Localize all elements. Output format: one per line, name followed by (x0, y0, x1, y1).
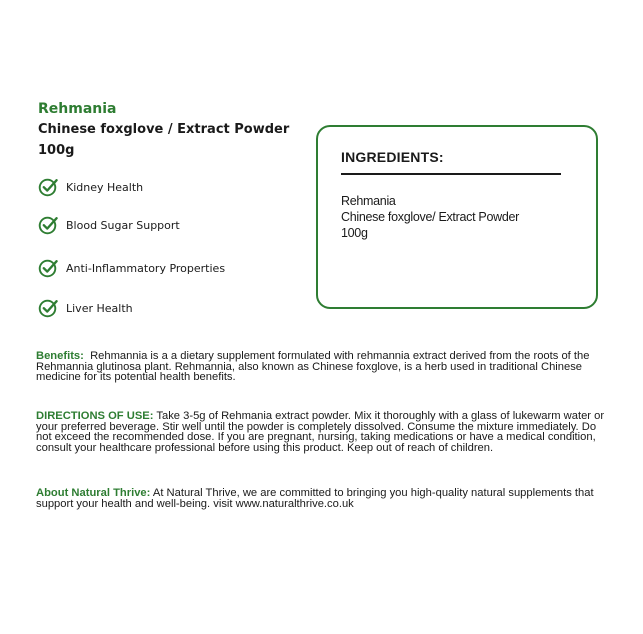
ingredients-list (341, 193, 519, 241)
feature-item (38, 297, 133, 319)
feature-item (38, 214, 180, 236)
ingredient-line: 100g (341, 226, 368, 240)
feature-label: Liver Health (66, 301, 133, 315)
check-circle-icon (38, 258, 58, 278)
feature-label: Anti-Inflammatory Properties (66, 261, 226, 275)
feature-item (38, 176, 143, 198)
ingredients-divider (341, 173, 561, 175)
ingredient-line: Rehmania (341, 194, 396, 208)
benefits-label: Benefits: (36, 350, 84, 362)
check-circle-icon (38, 177, 58, 197)
benefits-text: Rehmannia is a a dietary supplement formulated with rehmannia extract derived from the roots of the Rehmannia glutinosa plant. Rehmannia, also known as Chinese foxglove, is a herb used in traditional Chinese medicine for its potential health benefits. (36, 350, 590, 383)
feature-label: Blood Sugar Support (66, 218, 180, 232)
check-circle-icon (38, 298, 58, 318)
about-paragraph (36, 488, 614, 509)
ingredient-line: Chinese foxglove/ Extract Powder (341, 210, 519, 224)
directions-paragraph (36, 411, 614, 453)
product-size: 100g (38, 143, 75, 158)
directions-label: DIRECTIONS OF USE: (36, 410, 154, 422)
ingredients-box (316, 125, 598, 309)
feature-item (38, 257, 225, 279)
about-text: At Natural Thrive, we are committed to bringing you high-quality natural supplements that support your health and well-being. visit www.naturalthrive.co.uk (36, 487, 594, 510)
about-label: About Natural Thrive: (36, 487, 151, 499)
check-circle-icon (38, 215, 58, 235)
feature-label: Kidney Health (66, 180, 144, 194)
product-name: Rehmania (38, 101, 117, 117)
directions-text: Take 3-5g of Rehmania extract powder. Mix it thoroughly with a glass of lukewarm water or your preferred beverage. Stir well until the powder is completely dissolved. Consume the mixture immediately. Do not exceed the recommended dose. If you are pregnant, nursing, taking medications or have a medical condition, consult your healthcare professional before using this product. Keep out of reach of children. (36, 410, 605, 454)
product-subtitle: Chinese foxglove / Extract Powder (38, 122, 290, 137)
benefits-paragraph (36, 351, 614, 383)
ingredients-title: INGREDIENTS: (341, 149, 444, 165)
